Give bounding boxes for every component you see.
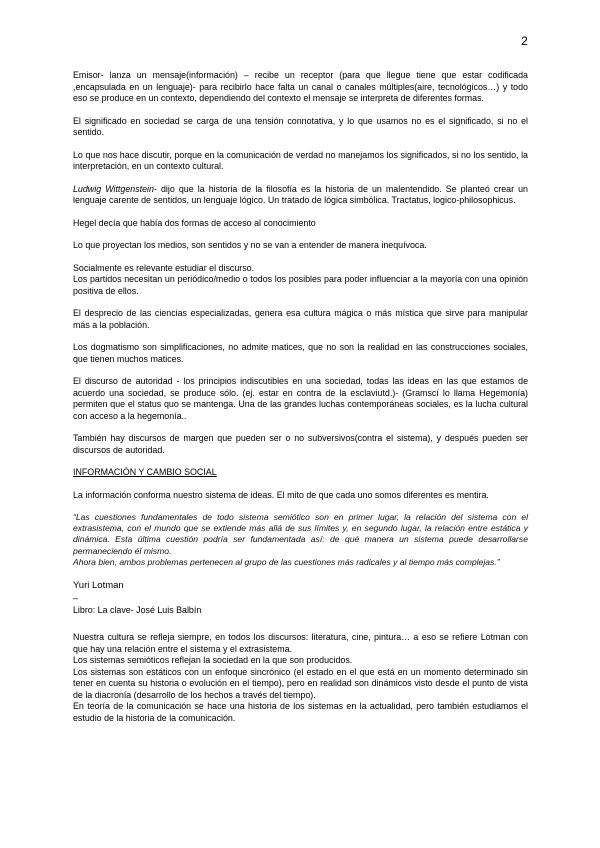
cultura-line-3: Los sistemas son estáticos con un enfoque sincrónico (el estado en el que está en un momento determinado sin tener en cuenta su historia o evolución en el tiempo), pero en realidad son dinámicos visto desde el punto de vista de la diacronía (desarrollo de los hechos a través del tiempo). bbox=[73, 666, 528, 700]
section-heading: INFORMACIÓN Y CAMBIO SOCIAL bbox=[73, 467, 217, 477]
cultura-line-1: Nuestra cultura se refleja siempre, en todos los discursos: literatura, cine, pintura… a eso se refiere Lotman con que hay una relación entre el sistema y el extrasistema. bbox=[73, 632, 528, 654]
wittgenstein-text: - dijo que la historia de la filosofía es la historia de un malentendido. Se planteó crear un lenguaje carente de sentidos, un lenguaje lógico. Un tratado de lógica simbólica. Tractatus, logico-philosophicus. bbox=[73, 183, 528, 205]
quote-part-2: Ahora bien, ambos problemas pertenecen al grupo de las cuestiones más radicales y al tiempo más complejas.” bbox=[73, 556, 500, 567]
quote-author: Yuri Lotman bbox=[73, 580, 124, 592]
discurso-line-1: Socialmente es relevante estudiar el discurso. bbox=[73, 262, 255, 273]
paragraph-medios: Lo que proyectan los medios, son sentidos y no se van a entender de manera inequívoca. bbox=[73, 240, 427, 250]
paragraph-margen: También hay discursos de margen que pueden ser o no subversivos(contra el sistema), y después pueden ser discursos de autoridad. bbox=[73, 433, 528, 455]
paragraph-emisor: Emisor- lanza un mensaje(información) – recibe un receptor (para que llegue tiene que estar codificada ,encapsulada en un lenguaje)- para recibirlo hace falta un canal o canales múltiples(aire, tecnológicos…) y todo eso se produce en un contexto, dependiendo del contexto el mensaje se interpreta de diferentes formas. bbox=[73, 70, 528, 103]
author-dash: – bbox=[73, 592, 79, 603]
paragraph-discutir: Lo que nos hace discutir, porque en la comunicación de verdad no manejamos los significados, si no los sentido, la interpretación, en un contexto cultural. bbox=[73, 149, 528, 171]
cultura-line-4: En teoría de la comunicación se hace una historia de los sistemas en la actualidad, pero también estudiamos el estudio de la historia de la comunicación. bbox=[73, 701, 528, 723]
paragraph-discurso bbox=[73, 263, 528, 298]
document-body bbox=[73, 70, 528, 735]
page-number: 2 bbox=[521, 34, 528, 48]
paragraph-autoridad: El discurso de autoridad - los principios indiscutibles en una sociedad, todas las ideas en las que estamos de acuerdo una sociedad, se produce sólo. (ej. estar en contra de la esclaviutd.)- (Gramscí lo llama Hegemonía) permiten que el status quo se mantenga. Una de las grandes luchas contemporáneas sociales, es la lucha cultural con acceso a la hegemonía.. bbox=[73, 376, 528, 421]
quote-part-1: “Las cuestiones fundamentales de todo sistema semiótico son en primer lugar, la relación del sistema con el extrasistema, con el mundo que se extiende más allá de sus límites y, en segundo lugar, la relación entre estática y dinámica. Esta última cuestión podría ser fundamentada así: de qué manera un sistema puede desarrollarse permaneciendo él mismo. bbox=[73, 512, 528, 556]
paragraph-cultura bbox=[73, 632, 528, 724]
paragraph-significado: El significado en sociedad se carga de una tensión connotativa, y lo que usamos no es el significado, si no el sentido. bbox=[73, 115, 528, 137]
paragraph-informacion: La información conforma nuestro sistema de ideas. El mito de que cada uno somos diferentes es mentira. bbox=[73, 489, 489, 500]
paragraph-hegel: Hegel decía que había dos formas de acceso al conocimiento bbox=[73, 217, 316, 228]
paragraph-desprecio: El desprecio de las ciencias especializadas, genera esa cultura mágica o más mística que sirve para manipular más a la población. bbox=[73, 308, 528, 330]
book-reference: Libro: La clave- José Luis Balbín bbox=[73, 604, 202, 615]
lotman-quote bbox=[73, 512, 528, 568]
paragraph-dogmatismo: Los dogmatismo son simplificaciones, no admite matices, que no son la realidad en las construcciones sociales, que tienen muchos matices. bbox=[73, 342, 528, 364]
discurso-line-2: Los partidos necesitan un periódico/medio o todos los posibles para poder influenciar a la mayoría con una opinión positiva de ellos. bbox=[73, 274, 528, 296]
cultura-line-2: Los sistemas semióticos reflejan la sociedad en la que son producidos. bbox=[73, 655, 353, 666]
wittgenstein-name: Ludwig Wittgenstein bbox=[73, 183, 154, 194]
paragraph-wittgenstein bbox=[73, 184, 528, 207]
